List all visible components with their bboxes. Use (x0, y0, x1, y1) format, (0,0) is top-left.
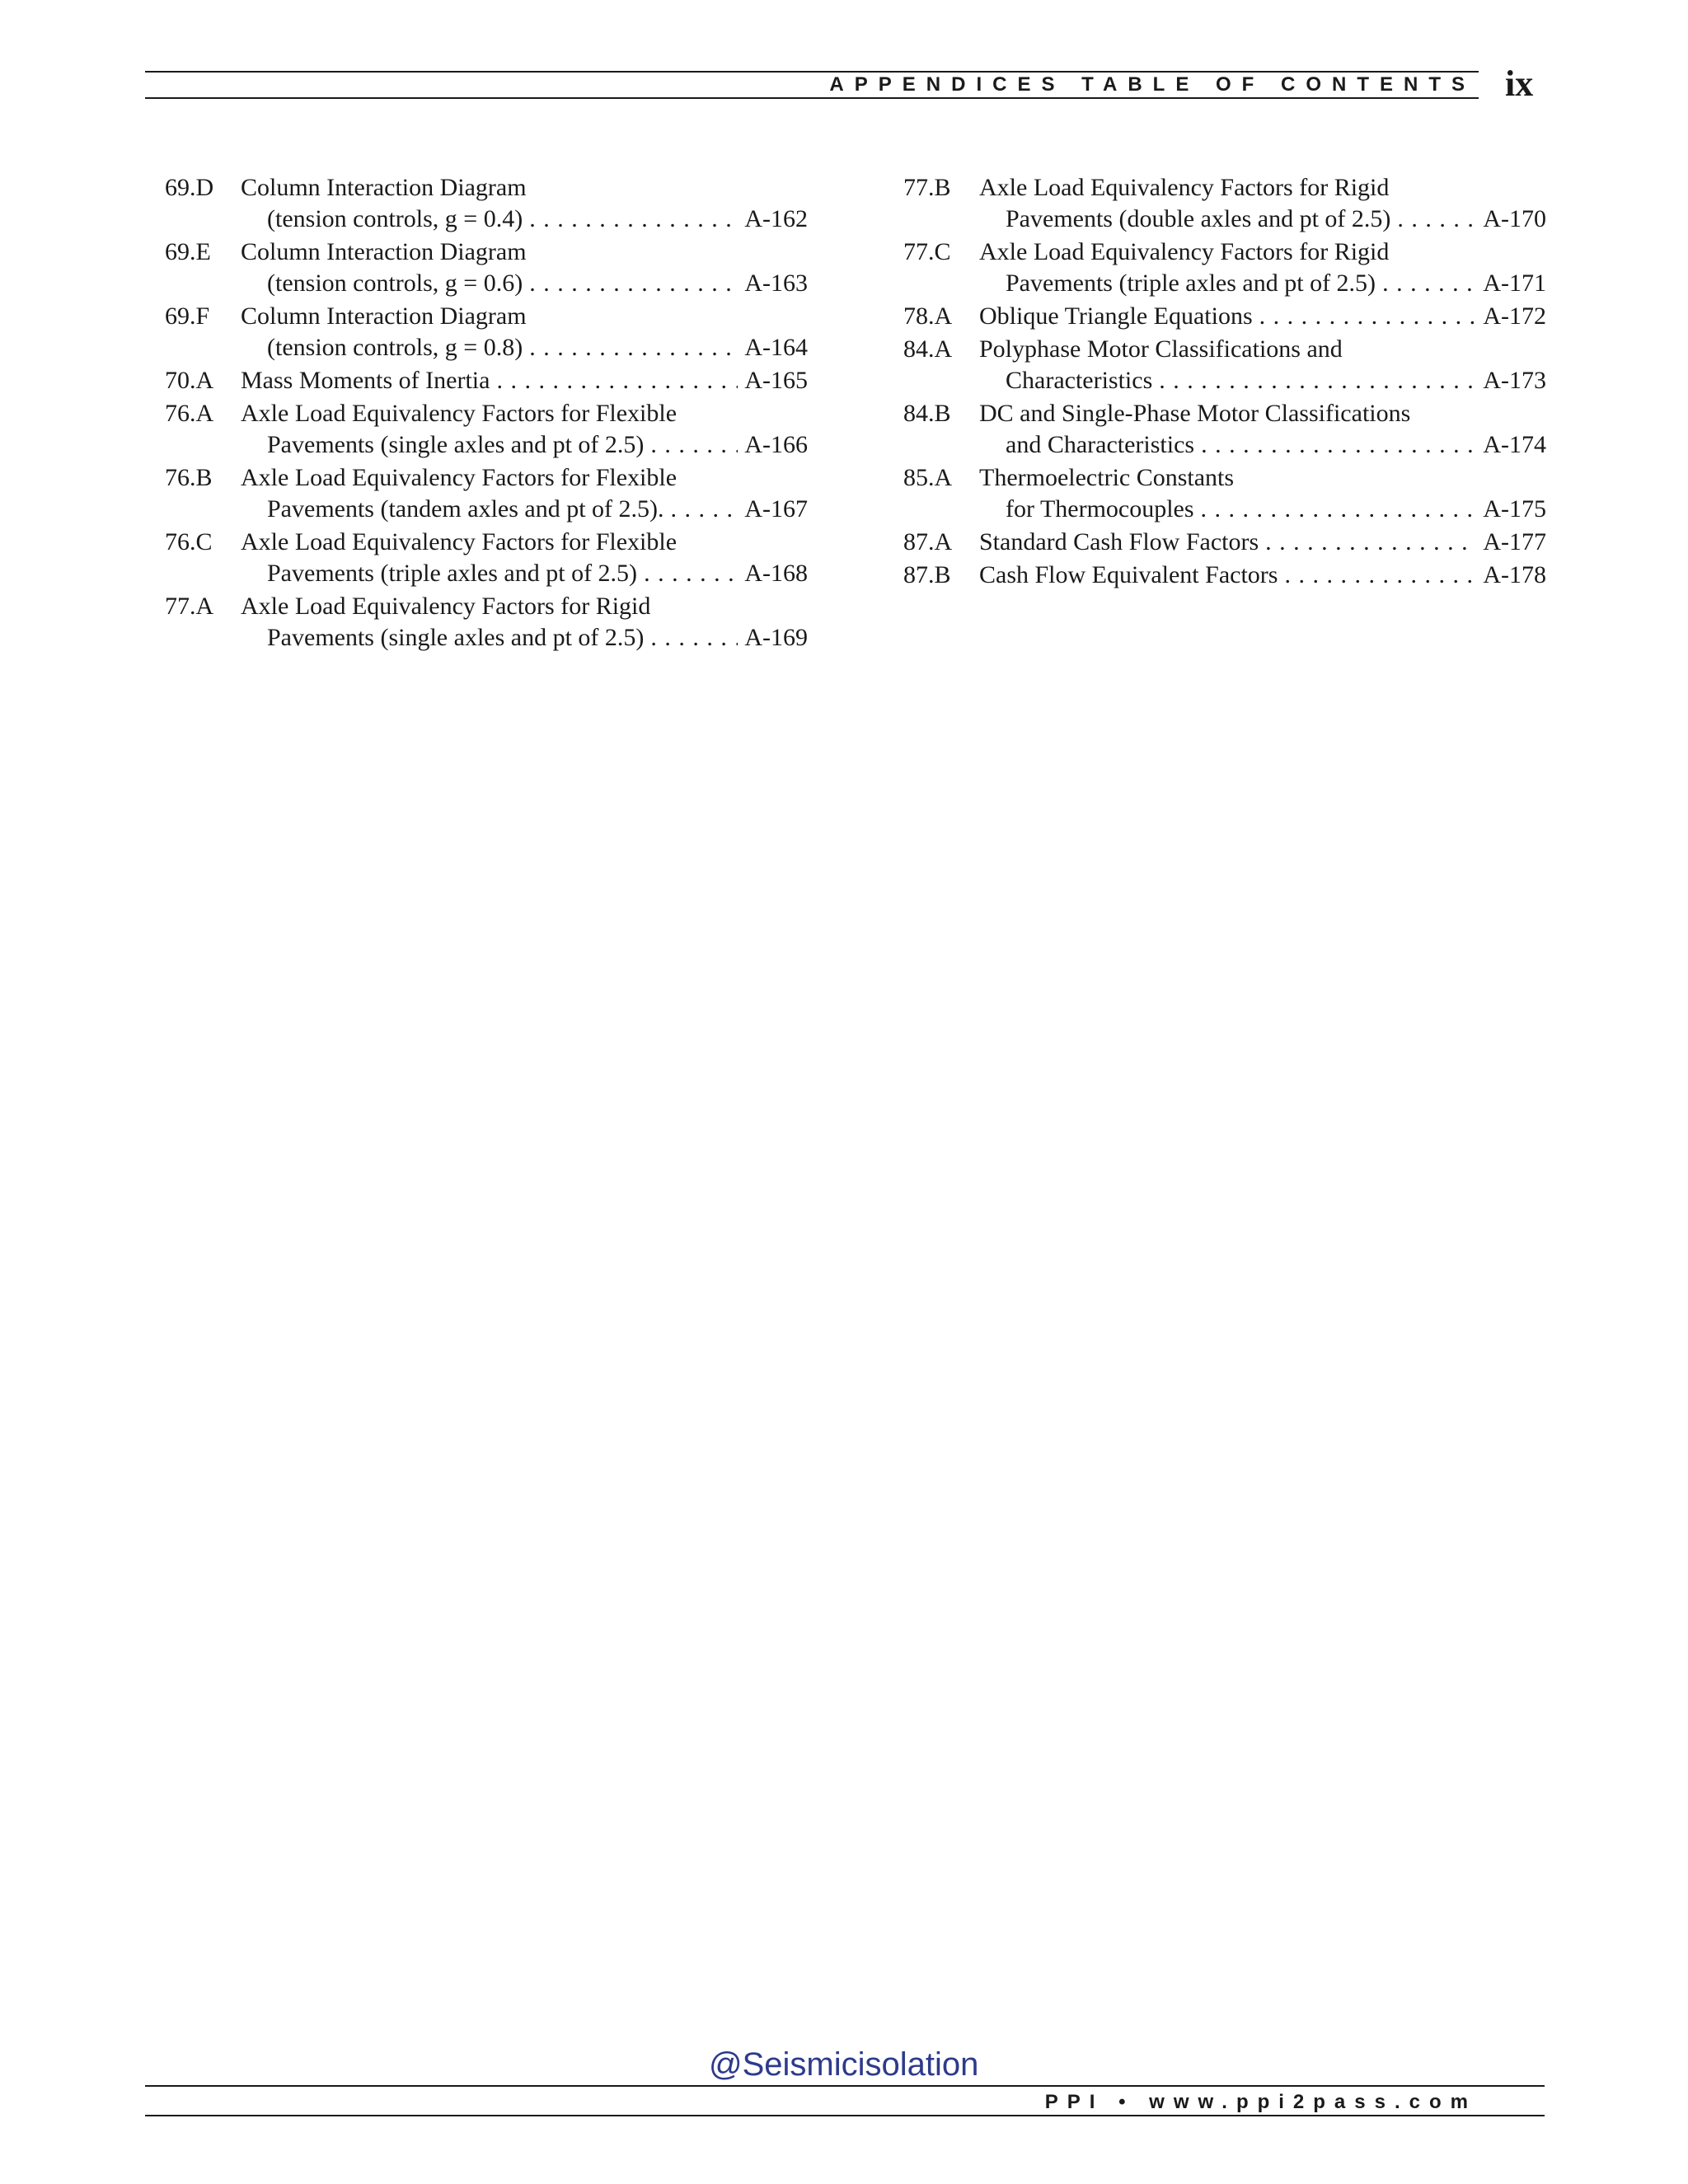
entry-page: A-163 (744, 269, 808, 297)
dot-leader (1259, 301, 1477, 332)
entry-leader-line (267, 622, 808, 654)
entry-title: Thermoelectric Constants (979, 464, 1235, 491)
dot-leader (529, 332, 738, 363)
entry-page: A-170 (1483, 205, 1546, 232)
dot-leader (1284, 560, 1476, 591)
dot-leader (1265, 527, 1476, 558)
entry-subtitle: and Characteristics (1006, 431, 1195, 458)
entry-page: A-167 (744, 495, 808, 523)
entry-subtitle: Pavements (single axles and pt of 2.5) (267, 431, 645, 458)
toc-entry (165, 172, 808, 235)
entry-page: A-169 (744, 624, 808, 651)
entry-page: A-175 (1483, 495, 1546, 523)
entry-leader-line (267, 429, 808, 461)
entry-leader-line (267, 494, 808, 525)
entry-title: Axle Load Equivalency Factors for Rigid (979, 238, 1390, 265)
entry-number: 77.A (165, 593, 214, 620)
entry-number: 84.B (903, 400, 951, 427)
entry-number: 69.D (165, 174, 214, 201)
entry-leader-line (1006, 365, 1546, 396)
entry-leader-line (1006, 268, 1546, 299)
toc-entry (903, 334, 1546, 396)
entry-number: 76.A (165, 400, 214, 427)
entry-number: 69.E (165, 238, 211, 265)
toc-entry (165, 527, 808, 589)
toc-entry (903, 301, 1546, 332)
dot-leader (671, 494, 738, 525)
entry-number: 77.B (903, 174, 951, 201)
entry-title: Axle Load Equivalency Factors for Rigid (979, 174, 1390, 201)
entry-leader-line (979, 527, 1546, 558)
entry-page: A-165 (744, 367, 808, 394)
toc-entry (165, 365, 808, 396)
entry-page: A-177 (1483, 528, 1546, 555)
dot-leader (1201, 429, 1476, 461)
toc-left-column (165, 172, 808, 655)
entry-subtitle: Characteristics (1006, 367, 1153, 394)
header-rule-bottom (145, 97, 1479, 99)
entry-subtitle: Pavements (triple axles and pt of 2.5) (1006, 269, 1376, 297)
entry-title: Column Interaction Diagram (241, 174, 527, 201)
entry-leader-line (1006, 494, 1546, 525)
entry-leader-line (267, 268, 808, 299)
toc-entry (165, 462, 808, 525)
toc-entry (903, 172, 1546, 235)
entry-subtitle: (tension controls, g = 0.6) (267, 269, 523, 297)
dot-leader (1397, 204, 1476, 235)
entry-page: A-162 (744, 205, 808, 232)
dot-leader (644, 558, 738, 589)
entry-subtitle: Pavements (triple axles and pt of 2.5) (267, 560, 638, 587)
entry-number: 87.A (903, 528, 953, 555)
dot-leader (1382, 268, 1476, 299)
entry-leader-line (1006, 429, 1546, 461)
entry-leader-line (1006, 204, 1546, 235)
entry-title: Standard Cash Flow Factors (979, 528, 1259, 555)
toc-entry (903, 398, 1546, 461)
entry-number: 76.B (165, 464, 213, 491)
entry-number: 78.A (903, 302, 953, 330)
entry-subtitle: Pavements (tandem axles and pt of 2.5). (267, 495, 664, 523)
toc-entry (165, 237, 808, 299)
entry-number: 84.A (903, 335, 953, 363)
toc-entry (903, 527, 1546, 558)
entry-number: 76.C (165, 528, 213, 555)
entry-leader-line (979, 301, 1546, 332)
entry-title: Oblique Triangle Equations (979, 302, 1253, 330)
toc-entry (165, 591, 808, 654)
entry-number: 77.C (903, 238, 951, 265)
entry-title: Axle Load Equivalency Factors for Rigid (241, 593, 651, 620)
entry-subtitle: Pavements (single axles and pt of 2.5) (267, 624, 645, 651)
entry-leader-line (267, 558, 808, 589)
entry-title: Column Interaction Diagram (241, 302, 527, 330)
running-header: APPENDICES TABLE OF CONTENTS (829, 73, 1475, 96)
entry-title: Polyphase Motor Classifications and (979, 335, 1343, 363)
entry-page: A-171 (1483, 269, 1546, 297)
entry-page: A-174 (1483, 431, 1546, 458)
entry-page: A-173 (1483, 367, 1546, 394)
entry-title: Column Interaction Diagram (241, 238, 527, 265)
toc-entry (165, 398, 808, 461)
dot-leader (1159, 365, 1476, 396)
entry-page: A-178 (1483, 561, 1546, 588)
entry-leader-line (979, 560, 1546, 591)
entry-page: A-168 (744, 560, 808, 587)
entry-number: 87.B (903, 561, 951, 588)
entry-subtitle: (tension controls, g = 0.4) (267, 205, 523, 232)
toc-entry (165, 301, 808, 363)
entry-subtitle: (tension controls, g = 0.8) (267, 334, 523, 361)
footer-url: PPI • www.ppi2pass.com (1044, 2091, 1477, 2113)
dot-leader (650, 429, 738, 461)
entry-page: A-166 (744, 431, 808, 458)
entry-number: 69.F (165, 302, 210, 330)
page-number: ix (1505, 63, 1534, 104)
footer-rule-bottom (145, 2115, 1545, 2116)
dot-leader (496, 365, 738, 396)
entry-page: A-164 (744, 334, 808, 361)
toc-entry (903, 237, 1546, 299)
entry-page: A-172 (1483, 302, 1546, 330)
entry-leader-line (267, 332, 808, 363)
entry-title: Axle Load Equivalency Factors for Flexible (241, 464, 678, 491)
entry-title: Axle Load Equivalency Factors for Flexible (241, 528, 678, 555)
entry-number: 70.A (165, 367, 214, 394)
toc-right-column (903, 172, 1546, 593)
entry-number: 85.A (903, 464, 953, 491)
entry-title: Mass Moments of Inertia (241, 367, 490, 394)
toc-entry (903, 560, 1546, 591)
dot-leader (529, 268, 738, 299)
entry-title: Axle Load Equivalency Factors for Flexible (241, 400, 678, 427)
watermark: @Seismicisolation (709, 2046, 979, 2083)
entry-subtitle: Pavements (double axles and pt of 2.5) (1006, 205, 1391, 232)
entry-leader-line (241, 365, 808, 396)
entry-title: Cash Flow Equivalent Factors (979, 561, 1278, 588)
entry-leader-line (267, 204, 808, 235)
dot-leader (529, 204, 738, 235)
entry-title: DC and Single-Phase Motor Classifications (979, 400, 1411, 427)
footer-rule-top (145, 2085, 1545, 2087)
dot-leader (650, 622, 738, 654)
entry-subtitle: for Thermocouples (1006, 495, 1194, 523)
toc-entry (903, 462, 1546, 525)
dot-leader (1201, 494, 1477, 525)
